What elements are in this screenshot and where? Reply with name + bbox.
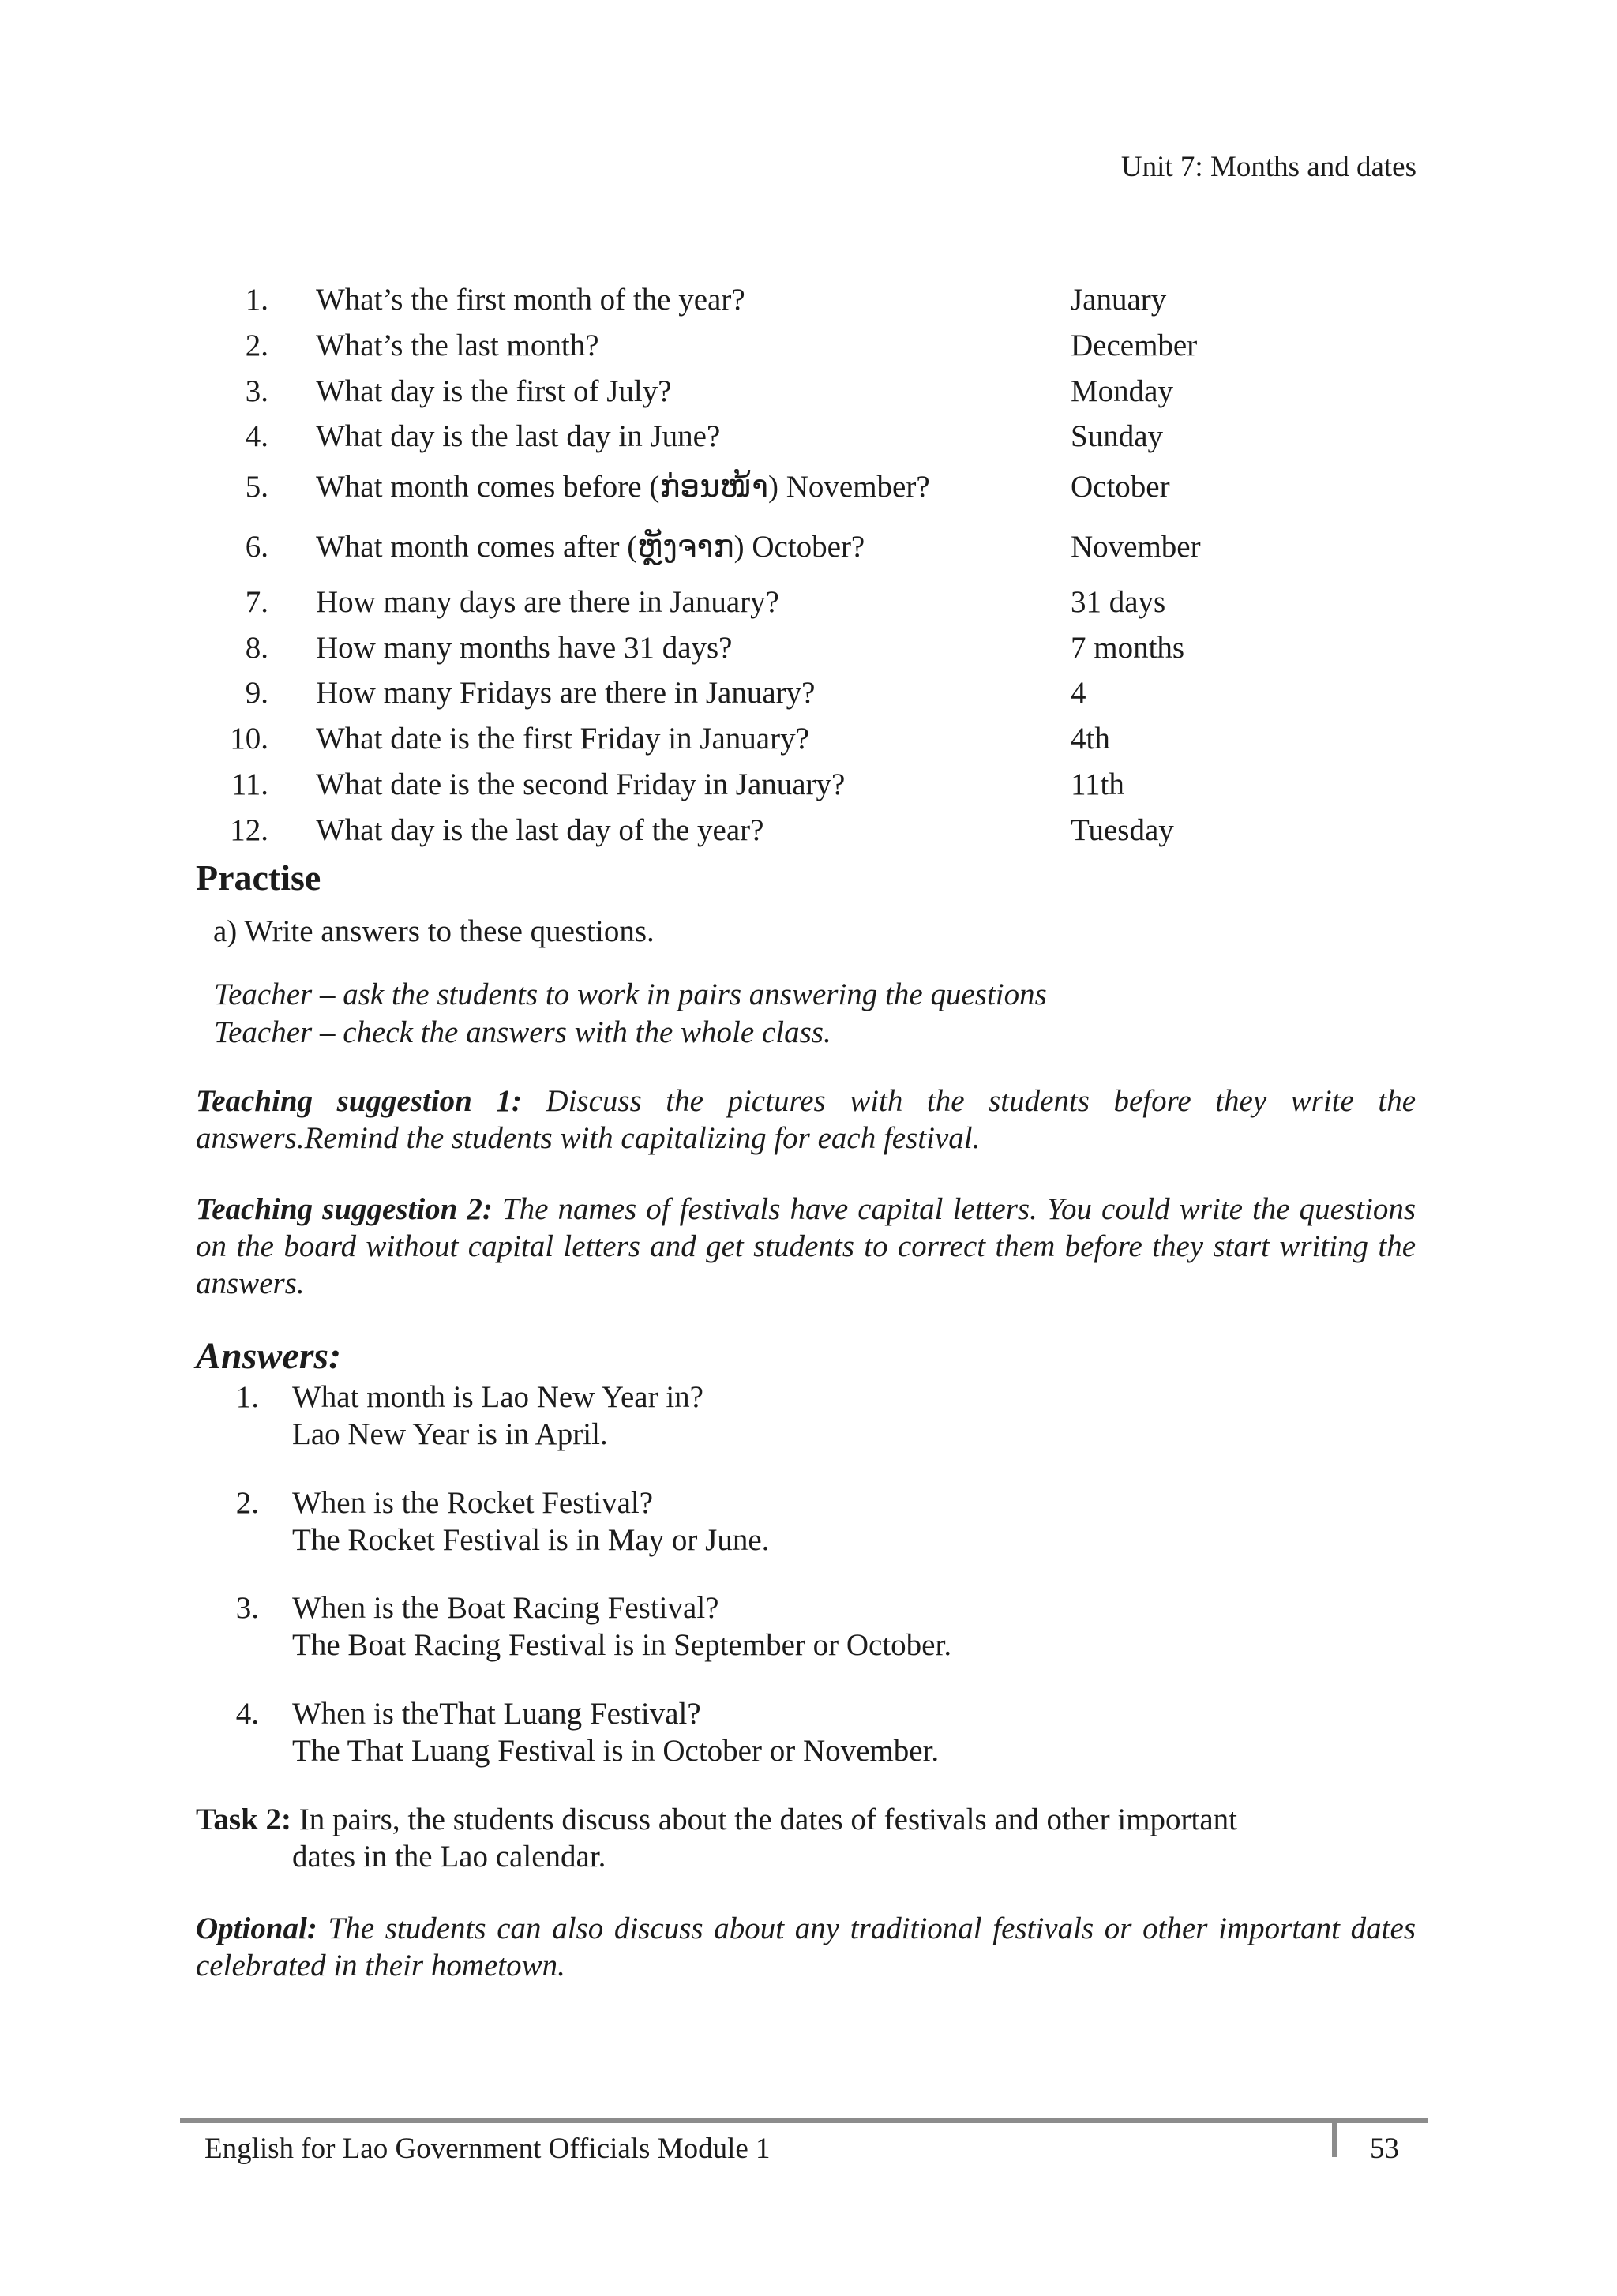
suggestion-lead: Teaching suggestion 1:	[196, 1084, 522, 1118]
practise-item-a: a) Write answers to these questions.	[213, 914, 655, 948]
suggestion-text: Discuss the pictures with the students before they write the answers.Remind the students with capitalizing for each festival.	[196, 1084, 1416, 1155]
teacher-instruction: Teacher – check the answers with the whole class.	[214, 1015, 831, 1049]
question-text: How many Fridays are there in January?	[316, 676, 816, 710]
answer-number: 4.	[235, 1697, 259, 1731]
question-number: 7.	[245, 585, 268, 619]
question-answer: Sunday	[1071, 419, 1163, 453]
task-2-lead: Task 2:	[196, 1803, 292, 1836]
question-text: What day is the last day of the year?	[316, 813, 764, 847]
question-number: 5.	[245, 470, 268, 504]
question-answer: January	[1071, 283, 1167, 317]
answer-question: When is the Rocket Festival?	[292, 1486, 654, 1520]
answer-question: What month is Lao New Year in?	[292, 1380, 703, 1414]
question-text: What date is the second Friday in January?	[316, 767, 846, 801]
question-text: How many days are there in January?	[316, 585, 779, 619]
teacher-instruction: Teacher – ask the students to work in pairs answering the questions	[214, 977, 1047, 1011]
question-number: 10.	[230, 722, 268, 756]
footer-rule	[180, 2118, 1428, 2123]
question-number: 8.	[245, 631, 268, 665]
answer-number: 2.	[235, 1486, 259, 1520]
answers-heading: Answers:	[196, 1335, 342, 1377]
question-number: 9.	[245, 676, 268, 710]
question-number: 4.	[245, 419, 268, 453]
question-answer: 4th	[1071, 722, 1110, 756]
footer-book-title: English for Lao Government Officials Module 1	[204, 2133, 771, 2165]
answer-question: When is theThat Luang Festival?	[292, 1697, 701, 1731]
optional-lead: Optional:	[196, 1911, 317, 1945]
question-answer: 31 days	[1071, 585, 1166, 619]
question-answer: Tuesday	[1071, 813, 1174, 847]
question-number: 12.	[230, 813, 268, 847]
question-number: 6.	[245, 530, 268, 564]
task-2-line-1: In pairs, the students discuss about the dates of festivals and other important	[298, 1803, 1237, 1836]
footer-divider	[1332, 2118, 1337, 2157]
question-text: How many months have 31 days?	[316, 631, 733, 665]
suggestion-lead: Teaching suggestion 2:	[196, 1192, 493, 1226]
question-answer: Monday	[1071, 374, 1173, 408]
task-2-line-2: dates in the Lao calendar.	[292, 1840, 606, 1874]
question-number: 3.	[245, 374, 268, 408]
answer-question: When is the Boat Racing Festival?	[292, 1591, 719, 1625]
question-text: What’s the first month of the year?	[316, 283, 745, 317]
optional-note	[196, 1910, 1416, 1984]
question-answer: 11th	[1071, 767, 1124, 801]
question-answer: November	[1071, 530, 1201, 564]
question-text: What date is the first Friday in January?	[316, 722, 809, 756]
question-answer: December	[1071, 328, 1198, 362]
answer-number: 3.	[235, 1591, 259, 1625]
question-answer: 7 months	[1071, 631, 1185, 665]
answer-sentence: The Rocket Festival is in May or June.	[292, 1523, 770, 1557]
question-answer: 4	[1071, 676, 1086, 710]
answer-sentence: The That Luang Festival is in October or November.	[292, 1734, 940, 1768]
task-2	[196, 1804, 1237, 1835]
optional-text: The students can also discuss about any traditional festivals or other important dates celebrated in their hometown.	[196, 1911, 1416, 1983]
question-answer: October	[1071, 470, 1170, 504]
question-number: 11.	[231, 767, 268, 801]
practise-heading: Practise	[196, 857, 321, 898]
question-text: What month comes before (ກ່ອນໜ້າ) November?	[316, 470, 930, 504]
question-text: What day is the first of July?	[316, 374, 672, 408]
teaching-suggestion-1	[196, 1082, 1416, 1157]
suggestion-text: The names of festivals have capital letters. You could write the questions on the board without capital letters and get students to correct them before they start writing the answers.	[196, 1192, 1416, 1300]
question-number: 2.	[245, 328, 268, 362]
unit-title: Unit 7: Months and dates	[1120, 151, 1416, 183]
question-text: What day is the last day in June?	[316, 419, 721, 453]
question-text: What month comes after (ຫຼັງຈາກ) October?	[316, 530, 865, 564]
answer-sentence: Lao New Year is in April.	[292, 1417, 608, 1451]
answer-number: 1.	[235, 1380, 259, 1414]
question-text: What’s the last month?	[316, 328, 599, 362]
question-number: 1.	[245, 283, 268, 317]
answer-sentence: The Boat Racing Festival is in September or October.	[292, 1628, 952, 1662]
page-number: 53	[1370, 2133, 1399, 2165]
teaching-suggestion-2	[196, 1191, 1416, 1302]
